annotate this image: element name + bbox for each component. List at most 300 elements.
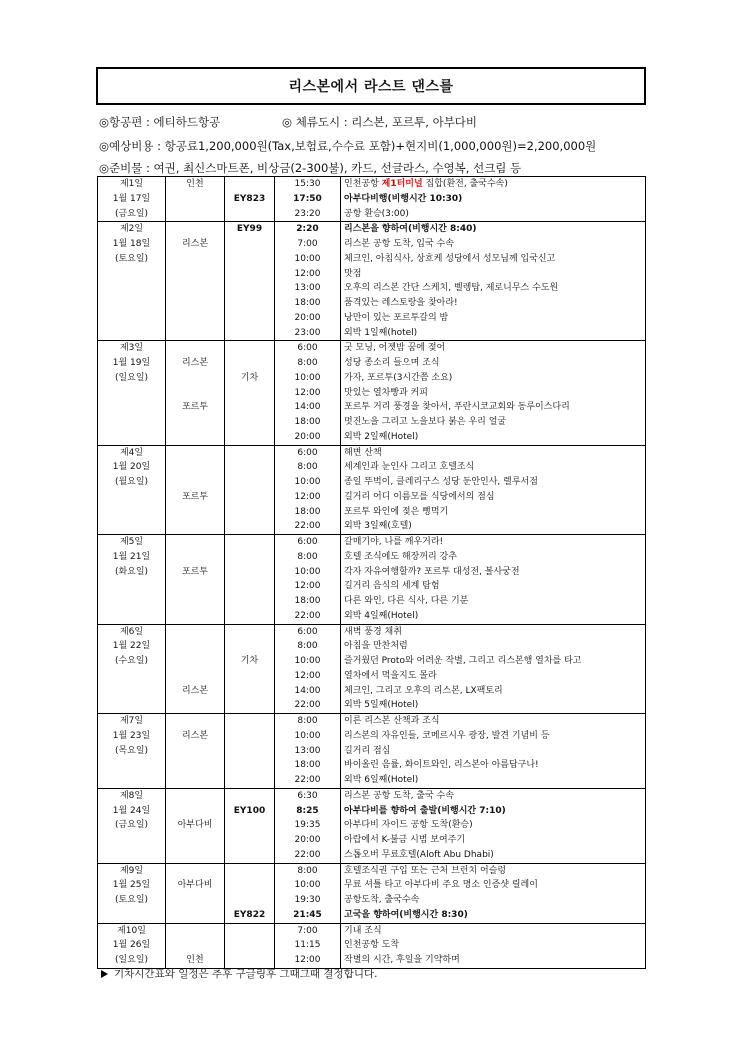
- flight-cell: [225, 863, 275, 923]
- time-text: 8:00: [297, 716, 318, 726]
- spacer: [98, 698, 165, 713]
- activity-cell: [341, 177, 646, 222]
- day-cell: [98, 535, 166, 625]
- spacer: [166, 924, 224, 939]
- spacer: [225, 207, 274, 222]
- spacer: [225, 430, 274, 445]
- flight-cell: [225, 222, 275, 341]
- time-text: 19:35: [294, 820, 321, 831]
- city-text: 인천: [186, 179, 204, 189]
- activity-text: 갈매기야, 나를 깨우거라!: [344, 537, 444, 547]
- time-cell: [275, 445, 341, 535]
- time-text: 22:00: [294, 775, 321, 785]
- spacer: [166, 267, 224, 282]
- spacer: [225, 789, 274, 804]
- spacer: [225, 252, 274, 267]
- activity-text: 굿 모닝, 어젯밤 꿈에 젖어: [344, 343, 446, 354]
- day-date: 1월 19일: [112, 358, 151, 368]
- time-text: 18:00: [294, 417, 321, 427]
- time-text: 23:00: [294, 327, 321, 338]
- activity-text: 무료 셔틀 타고 아부다비 주요 명소 인증샷 릴레이: [344, 880, 538, 891]
- time-text: 12:00: [294, 268, 321, 279]
- spacer: [166, 519, 224, 534]
- activity-text: 길거리 음식의 세계 탐험: [344, 581, 440, 592]
- spacer: [225, 818, 274, 833]
- spacer: [98, 505, 165, 520]
- spacer: [98, 758, 165, 773]
- activity-cell: [341, 788, 646, 863]
- activity-text: 외박 6일째(Hotel): [344, 775, 419, 785]
- spacer: [225, 924, 274, 939]
- spacer: [166, 698, 224, 713]
- spacer: [225, 356, 274, 371]
- spacer: [98, 430, 165, 445]
- time-text: 8:00: [297, 865, 318, 876]
- activity-cell: [341, 341, 646, 445]
- day-cell: [98, 788, 166, 863]
- spacer: [225, 519, 274, 534]
- activity-text: 리스본 공항 도착, 입국 수속: [344, 239, 454, 249]
- spacer: [98, 579, 165, 594]
- day-cell: [98, 863, 166, 923]
- spacer: [166, 252, 224, 267]
- city-text: 아부다비: [177, 880, 213, 891]
- time-text: 13:00: [294, 283, 321, 294]
- flight-number: 기차: [240, 656, 259, 666]
- spacer: [166, 669, 224, 684]
- activity-text: 아부다비를 향하여 출발(비행시간 7:10): [344, 805, 506, 816]
- spacer: [225, 490, 274, 505]
- spacer: [166, 848, 224, 863]
- activity-text: 호텔 조식에도 해장꺼리 강추: [344, 551, 457, 562]
- city-cell: [166, 445, 225, 535]
- activity-cell: [341, 445, 646, 535]
- activity-text: 바이올린 음률, 화이트와인, 리스본아 아름답구나!: [344, 760, 539, 771]
- activity-cell: [341, 535, 646, 625]
- time-text: 12:00: [294, 581, 321, 592]
- day-row: [98, 624, 646, 714]
- spacer: [98, 311, 165, 326]
- activity-cell: [341, 863, 646, 923]
- day-number: 제1일: [119, 179, 144, 189]
- day-date: 1월 18일: [112, 239, 151, 249]
- spacer: [166, 938, 224, 953]
- day-date: 1월 22일: [112, 641, 151, 652]
- day-number: 제6일: [119, 626, 144, 637]
- spacer: [225, 177, 274, 192]
- spacer: [166, 281, 224, 296]
- spacer: [98, 326, 165, 341]
- spacer: [98, 594, 165, 609]
- city-text: 아부다비: [177, 820, 213, 831]
- cities-info: ◎ 체류도시 : 리스본, 포르투, 아부다비: [282, 115, 478, 129]
- spacer: [225, 341, 274, 356]
- spacer: [166, 341, 224, 356]
- flight-number: EY823: [233, 193, 266, 204]
- spacer: [225, 415, 274, 430]
- activity-text: 포르투 거리 풍경을 찾아서, 푸란시코교회와 동루이스다리: [344, 402, 570, 413]
- activity-cell: [341, 923, 646, 968]
- activity-text-part: 집합(환전, 출국수속): [422, 179, 508, 189]
- spacer: [225, 848, 274, 863]
- spacer: [98, 281, 165, 296]
- time-text: 22:00: [294, 849, 321, 860]
- activity-text: 공항도착, 출국수속: [344, 895, 420, 905]
- spacer: [166, 550, 224, 565]
- day-weekday: (토요일): [114, 253, 149, 264]
- spacer: [166, 714, 224, 729]
- spacer: [98, 519, 165, 534]
- time-text: 18:00: [294, 298, 321, 308]
- flight-number: EY822: [233, 909, 266, 920]
- time-cell: [275, 863, 341, 923]
- time-text: 10:00: [294, 730, 321, 741]
- spacer: [166, 654, 224, 669]
- flight-cell: [225, 923, 275, 968]
- time-text: 10:00: [294, 477, 321, 487]
- spacer: [225, 594, 274, 609]
- activity-text: [344, 177, 645, 192]
- spacer: [166, 446, 224, 461]
- activity-text: 공항 환승(3:00): [344, 208, 409, 219]
- day-row: [98, 445, 646, 535]
- spacer: [166, 222, 224, 237]
- activity-text: 스톱오버 무료호텔(Aloft Abu Dhabi): [344, 849, 494, 860]
- activity-text: 호텔조식권 구입 또는 근처 브런치 어슬렁: [344, 865, 507, 876]
- time-text: 6:00: [297, 447, 318, 458]
- time-text: 18:00: [294, 760, 321, 771]
- city-cell: [166, 624, 225, 714]
- time-text: 21:45: [293, 909, 322, 920]
- time-cell: [275, 788, 341, 863]
- spacer: [98, 296, 165, 311]
- cost-info: ◎예상비용 : 항공료1,200,000원(Tax,보험료,수수료 포함)+현지비(1,000,000원)=2,200,000원: [99, 139, 597, 153]
- spacer: [225, 326, 274, 341]
- activity-text: 길거리 점심: [344, 745, 391, 756]
- day-date: 1월 23일: [112, 730, 151, 741]
- time-text: 18:00: [294, 506, 321, 517]
- activity-text: 아부다비 자이드 공항 도착(환승): [344, 820, 473, 831]
- day-row: [98, 177, 646, 222]
- activity-text: 길거리 어디 이름모를 식당에서의 점심: [344, 491, 495, 502]
- activity-text: 리스본을 향하여(비행시간 8:40): [344, 224, 477, 235]
- day-weekday: (수요일): [114, 656, 149, 666]
- day-row: [98, 788, 646, 863]
- day-number: 제9일: [119, 865, 144, 876]
- activity-text: 리스본 공항 도착, 출국 수속: [344, 790, 454, 801]
- spacer: [98, 833, 165, 848]
- city-text: 리스본: [181, 358, 209, 368]
- spacer: [98, 490, 165, 505]
- activity-text: 외박 1일째(hotel): [344, 327, 418, 338]
- day-date: 1월 21일: [112, 551, 151, 562]
- activity-text: 가자, 포르투(3시간쯤 소요): [344, 372, 453, 383]
- time-text: 7:00: [297, 239, 318, 249]
- spacer: [166, 505, 224, 520]
- time-text: 13:00: [294, 745, 321, 756]
- time-text: 14:00: [294, 402, 321, 413]
- activity-text: 기내 조식: [344, 925, 382, 936]
- activity-text: 아침을 만찬처럼: [344, 641, 408, 652]
- activity-text: 이른 리스본 산책과 조식: [344, 716, 440, 726]
- spacer: [225, 386, 274, 401]
- spacer: [166, 609, 224, 624]
- day-number: 제8일: [119, 790, 144, 801]
- time-text: 20:00: [294, 431, 321, 442]
- activity-text: 오후의 리스본 간단 스케치, 벨렝탑, 제로니무스 수도원: [344, 283, 559, 294]
- time-text: 22:00: [294, 700, 321, 711]
- spacer: [166, 744, 224, 759]
- flight-cell: [225, 714, 275, 789]
- activity-text: 맛있는 열차빵과 커피: [344, 387, 428, 398]
- activity-text: 인천공항 도착: [344, 940, 400, 951]
- day-row: [98, 923, 646, 968]
- spacer: [98, 848, 165, 863]
- spacer: [166, 207, 224, 222]
- day-row: [98, 714, 646, 789]
- day-weekday: (화요일): [114, 566, 149, 577]
- day-cell: [98, 445, 166, 535]
- time-text: 18:00: [294, 596, 321, 606]
- spacer: [166, 386, 224, 401]
- city-text: 포르투: [181, 402, 209, 413]
- page-title: 리스본에서 라스트 댄스를: [96, 67, 646, 105]
- city-text: 리스본: [181, 730, 209, 741]
- spacer: [166, 625, 224, 640]
- activity-text: 고국을 향하여(비행시간 8:30): [344, 909, 468, 920]
- time-cell: [275, 624, 341, 714]
- activity-text: 즐거웠던 Proto와 어려운 작별, 그리고 리스본행 열차를 타고: [344, 656, 582, 666]
- day-weekday: (월요일): [114, 477, 149, 487]
- day-number: 제4일: [119, 447, 144, 458]
- spacer: [225, 625, 274, 640]
- activity-text: 아부다비행(비행시간 10:30): [344, 193, 463, 204]
- time-text: 20:00: [294, 312, 321, 323]
- day-cell: [98, 624, 166, 714]
- spacer: [166, 475, 224, 490]
- day-cell: [98, 714, 166, 789]
- city-cell: [166, 222, 225, 341]
- activity-text: 체크인, 아침식사, 상흐케 성당에서 성모님께 입국신고: [344, 253, 556, 264]
- spacer: [225, 893, 274, 908]
- activity-text: 외박 3일째(호텔): [344, 521, 412, 532]
- day-number: 제2일: [119, 224, 144, 235]
- day-weekday: (목요일): [114, 745, 149, 756]
- time-text: 6:00: [297, 626, 318, 637]
- time-cell: [275, 923, 341, 968]
- city-text: 포르투: [181, 491, 209, 502]
- time-text: 12:00: [294, 955, 321, 965]
- spacer: [225, 237, 274, 252]
- day-date: 1월 24일: [112, 805, 151, 816]
- flight-cell: [225, 177, 275, 222]
- city-cell: [166, 863, 225, 923]
- footer-note-text: 기차시간표와 일정은 추후 구글링후 그때그때 결정합니다.: [114, 968, 378, 980]
- flight-cell: [225, 445, 275, 535]
- spacer: [166, 639, 224, 654]
- time-text: 10:00: [294, 566, 321, 577]
- spacer: [166, 535, 224, 550]
- activity-cell: [341, 222, 646, 341]
- time-cell: [275, 177, 341, 222]
- time-text: 23:20: [294, 208, 321, 219]
- time-cell: [275, 714, 341, 789]
- day-date: 1월 26일: [112, 940, 151, 951]
- airline-info: ◎항공편 : 에티하드항공: [99, 115, 221, 129]
- spacer: [225, 669, 274, 684]
- spacer: [225, 400, 274, 415]
- flight-cell: [225, 788, 275, 863]
- spacer: [225, 744, 274, 759]
- time-text: 17:50: [293, 193, 322, 204]
- activity-text: 새벽 풍경 채취: [344, 626, 402, 637]
- spacer: [98, 908, 165, 923]
- flight-number: 기차: [240, 372, 259, 383]
- time-text: 22:00: [294, 610, 321, 621]
- time-text: 8:00: [297, 358, 318, 368]
- time-text: 22:00: [294, 521, 321, 532]
- time-text: 10:00: [294, 880, 321, 891]
- activity-text: 아랍에서 K-불금 시범 보여주기: [344, 835, 466, 845]
- city-cell: [166, 714, 225, 789]
- day-number: 제7일: [119, 716, 144, 726]
- spacer: [225, 505, 274, 520]
- spacer: [166, 773, 224, 788]
- time-text: 19:30: [294, 895, 321, 905]
- city-text: 인천: [186, 955, 204, 965]
- flight-cell: [225, 535, 275, 625]
- spacer: [225, 535, 274, 550]
- activity-text-part: 인천공항: [344, 179, 382, 189]
- activity-text: 리스본의 자유인들, 코메르시우 광장, 발견 기념비 등: [344, 730, 550, 741]
- city-text: 포르투: [181, 566, 209, 577]
- time-text: 10:00: [294, 372, 321, 383]
- spacer: [166, 460, 224, 475]
- day-cell: [98, 177, 166, 222]
- time-text: 11:15: [294, 940, 321, 951]
- spacer: [166, 758, 224, 773]
- schedule-table: [97, 176, 646, 969]
- city-cell: [166, 177, 225, 222]
- time-cell: [275, 341, 341, 445]
- spacer: [98, 400, 165, 415]
- activity-text: 작별의 시간, 후일을 기약하며: [344, 955, 460, 965]
- spacer: [166, 296, 224, 311]
- time-cell: [275, 535, 341, 625]
- time-text: 12:00: [294, 491, 321, 502]
- activity-text: 외박 4일째(Hotel): [344, 610, 419, 621]
- day-weekday: (금요일): [114, 820, 149, 831]
- spacer: [98, 773, 165, 788]
- spacer: [225, 938, 274, 953]
- time-text: 12:00: [294, 387, 321, 398]
- time-text: 8:00: [297, 462, 318, 473]
- spacer: [225, 729, 274, 744]
- activity-cell: [341, 624, 646, 714]
- day-cell: [98, 222, 166, 341]
- spacer: [98, 609, 165, 624]
- arrow-right-icon: [101, 970, 108, 978]
- terminal-highlight: 제1터미널: [381, 179, 423, 189]
- time-text: 8:00: [297, 641, 318, 652]
- activity-text: 다른 와인, 다른 식사, 다른 기분: [344, 596, 469, 606]
- spacer: [166, 789, 224, 804]
- footer-note: [101, 966, 377, 981]
- city-cell: [166, 788, 225, 863]
- spacer: [98, 415, 165, 430]
- spacer: [225, 864, 274, 879]
- spacer: [225, 281, 274, 296]
- spacer: [225, 758, 274, 773]
- time-text: 6:30: [297, 790, 318, 801]
- spacer: [225, 639, 274, 654]
- spacer: [98, 684, 165, 699]
- day-number: 제5일: [119, 537, 144, 547]
- flight-number: EY100: [233, 805, 266, 816]
- spacer: [98, 386, 165, 401]
- city-cell: [166, 923, 225, 968]
- flight-number: EY99: [236, 224, 263, 235]
- time-text: 10:00: [294, 253, 321, 264]
- spacer: [166, 594, 224, 609]
- spacer: [225, 714, 274, 729]
- spacer: [225, 475, 274, 490]
- city-text: 리스본: [181, 685, 209, 696]
- activity-text: 포르투 와인에 젖은 뻥먹기: [344, 506, 449, 517]
- activity-text: 세계인과 눈인사 그리고 호텔조식: [344, 462, 475, 473]
- spacer: [225, 311, 274, 326]
- spacer: [225, 684, 274, 699]
- time-text: 6:00: [297, 537, 318, 547]
- time-text: 20:00: [294, 835, 321, 845]
- time-cell: [275, 222, 341, 341]
- spacer: [98, 669, 165, 684]
- day-row: [98, 222, 646, 341]
- activity-cell: [341, 714, 646, 789]
- activity-text: 맛점: [344, 268, 362, 279]
- spacer: [225, 833, 274, 848]
- day-date: 1월 20일: [112, 462, 151, 473]
- city-text: 리스본: [181, 239, 209, 249]
- spacer: [166, 371, 224, 386]
- activity-text: 외박 5일째(Hotel): [344, 700, 419, 711]
- spacer: [166, 579, 224, 594]
- activity-text: 열차에서 먹을지도 몰라: [344, 670, 437, 681]
- time-text: 15:30: [294, 179, 321, 189]
- activity-text: 품격있는 레스토랑을 찾아라!: [344, 298, 458, 308]
- day-row: [98, 863, 646, 923]
- day-row: [98, 535, 646, 625]
- spacer: [166, 326, 224, 341]
- activity-text: 성당 종소리 들으며 조식: [344, 358, 440, 368]
- spacer: [225, 579, 274, 594]
- time-text: 12:00: [294, 670, 321, 681]
- spacer: [166, 893, 224, 908]
- day-cell: [98, 923, 166, 968]
- flight-cell: [225, 341, 275, 445]
- spacer: [225, 609, 274, 624]
- items-info: ◎준비물 : 여권, 최신스마트폰, 비상금(2-300불), 카드, 선글라스, 수영복, 선크림 등: [99, 161, 522, 175]
- spacer: [225, 773, 274, 788]
- time-text: 2:20: [296, 224, 319, 235]
- day-number: 제10일: [117, 925, 146, 936]
- day-row: [98, 341, 646, 445]
- day-weekday: (금요일): [114, 208, 149, 219]
- spacer: [225, 267, 274, 282]
- activity-text: 낭만이 있는 포르투갈의 밤: [344, 312, 449, 323]
- time-text: 14:00: [294, 685, 321, 696]
- city-cell: [166, 535, 225, 625]
